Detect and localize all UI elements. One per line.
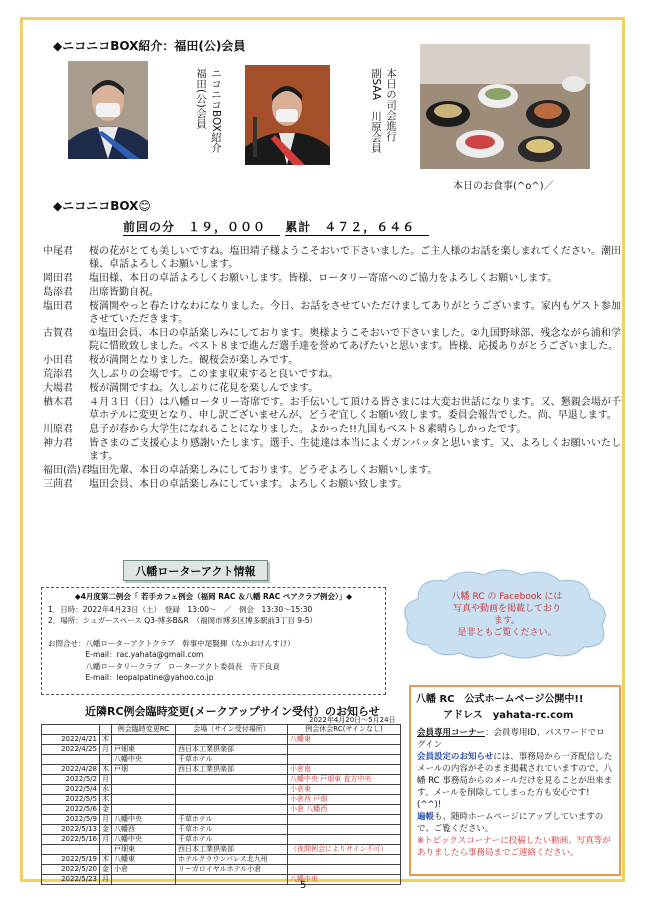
table-row xyxy=(42,735,401,745)
cell-date: 2022/5/5 xyxy=(42,795,100,805)
cell-venue: 西日本工業倶楽部 xyxy=(176,765,288,775)
cell-date xyxy=(42,845,100,855)
cell-dow: 月 xyxy=(100,835,112,845)
member-name: 大場君 xyxy=(43,383,73,394)
caption-kawahara xyxy=(368,68,398,153)
cell-date: 2022/5/20 xyxy=(42,865,100,875)
member-message: ４月３日（日）は八幡ロータリー寄席です。お手伝いして頂ける皆さまには大変お世話になります。又、懇親会場が千草ホテルに変更となり、申し訳ございませんが、どうぞ宜しくお願い致します。委員会報告でした。尚、早退します。 xyxy=(89,397,621,421)
cell-club: 八幡東 xyxy=(112,855,176,865)
cell-dow: 月 xyxy=(100,775,112,785)
member-message: 桜の花がとても美しいですね。塩田靖子様ようこそおいで下さいました。ご主人様のお話を楽しまれてください。潮田様、卓話よろしくお願いします。 xyxy=(89,246,621,270)
table-row xyxy=(42,755,401,765)
meetings-period: 2022年4月20日〜5月24日 xyxy=(309,716,396,724)
cell-date: 2022/5/16 xyxy=(42,835,100,845)
cell-date: 2022/5/9 xyxy=(42,815,100,825)
cell-club xyxy=(112,785,176,795)
cell-club xyxy=(112,735,176,745)
header-club: 例会臨時変更RC xyxy=(112,725,176,735)
cell-date xyxy=(42,755,100,765)
cell-venue xyxy=(176,805,288,815)
rotaract-banner: 八幡ローターアクト情報 xyxy=(123,560,268,581)
member-row xyxy=(43,382,621,395)
table-row xyxy=(42,825,401,835)
member-message: 久しぶりの会場です。このまま収束すると良いですね。 xyxy=(89,369,339,380)
cell-dow: 水 xyxy=(100,785,112,795)
cell-date: 2022/4/25 xyxy=(42,745,100,755)
cell-venue: 西日本工業倶楽部 xyxy=(176,845,288,855)
member-name: 中尾君 xyxy=(43,246,73,257)
rotaract-line: 2．場所：シュガースペース Q3-博多B&R （福岡市博多区博多駅前3丁目 9-5） xyxy=(48,616,317,625)
meetings-table xyxy=(41,724,401,885)
cell-other: （夜間例会によりサイン不可） xyxy=(288,845,401,855)
member-row xyxy=(43,437,621,463)
settings-text: には、事務局から一斉配信したメールの内容がそのまま掲載されていますので、八幡 RC 事務局からのメールだけを見ることが出来ます。メールを削除してしまった方も安心です!(^^)! xyxy=(417,752,613,810)
member-row xyxy=(43,368,621,381)
member-name: 三茴君 xyxy=(43,479,73,490)
member-messages xyxy=(43,245,621,492)
cell-dow: 木 xyxy=(100,765,112,775)
meetings-title: 近隣RC例会臨時変更(メークアップサイン受付）のお知らせ xyxy=(85,705,380,718)
cell-club: 八幡中央 xyxy=(112,755,176,765)
member-corner-text: ：会員専用ID、パスワードでログイン xyxy=(417,728,605,750)
totals-previous: 前回の分 １９，０００ xyxy=(123,218,280,236)
cell-venue: 千草ホテル xyxy=(176,755,288,765)
cell-other: 八幡東 xyxy=(288,735,401,745)
cell-club: 戸畑 xyxy=(112,765,176,775)
cell-club: 八幡中央 xyxy=(112,835,176,845)
member-message: 桜が満開ですね。久しぶりに花見を楽しんでます。 xyxy=(89,383,319,394)
cell-other: 八幡中央 戸畑東 直方中央 xyxy=(288,775,401,785)
rotaract-event-box xyxy=(41,587,386,695)
meetings-header-row xyxy=(42,725,401,735)
member-name: 神力君 xyxy=(43,438,73,449)
totals-cumulative: 累計 ４７２，６４６ xyxy=(285,218,429,236)
cell-venue: リーガロイヤルホテル小倉 xyxy=(176,865,288,875)
cell-dow: 月 xyxy=(100,745,112,755)
member-row xyxy=(43,396,621,422)
cell-other: 八幡中央 xyxy=(288,875,401,885)
cell-dow: 木 xyxy=(100,735,112,745)
rotaract-event-title: ◆4月度第二例会「 若手カフェ例会（福岡 RAC ＆八幡 RAC ペアクラブ例会）」◆ xyxy=(74,592,353,601)
table-row xyxy=(42,745,401,755)
member-name: 小田君 xyxy=(43,355,73,366)
facebook-line2: 写真や動画を掲載しており xyxy=(452,604,561,614)
cell-dow: 木 xyxy=(100,795,112,805)
caption-fukuda-line1: ニコニコBOX紹介 xyxy=(210,68,222,153)
cell-other: 小倉東 xyxy=(288,785,401,795)
cell-venue: 千草ホテル xyxy=(176,815,288,825)
homepage-body xyxy=(411,721,619,859)
page-number: 5 xyxy=(300,880,307,891)
cell-club: 八幡中央 xyxy=(112,815,176,825)
cell-date: 2022/5/23 xyxy=(42,875,100,885)
cell-dow: 月 xyxy=(100,815,112,825)
cell-dow: 金 xyxy=(100,825,112,835)
member-name: 楢木君 xyxy=(43,397,73,408)
table-row xyxy=(42,875,401,885)
cell-dow: 月 xyxy=(100,875,112,885)
member-name: 荒添君 xyxy=(43,369,73,380)
page-frame xyxy=(20,17,625,891)
member-message: 桜満開やっと春たけなわになりました。今日、お話をさせていただけましてありがとうございます。家内もゲスト参加させていただきます。 xyxy=(89,301,621,325)
table-row xyxy=(42,855,401,865)
cell-other xyxy=(288,855,401,865)
facebook-notice xyxy=(421,591,593,639)
cell-other: 小倉南 xyxy=(288,765,401,775)
cell-club: 戸畑東 xyxy=(112,845,176,855)
cell-club xyxy=(112,805,176,815)
facebook-line3: ます。 xyxy=(493,616,521,626)
member-name: 福田(浩)君 xyxy=(43,465,91,476)
member-row xyxy=(43,464,621,477)
header-date xyxy=(42,725,100,735)
settings-label: 会員設定のお知らせ xyxy=(417,752,494,762)
member-message: 桜が満開となりました。観桜会が楽しみです。 xyxy=(89,355,299,366)
table-row xyxy=(42,865,401,875)
header-dow xyxy=(100,725,112,735)
topics-notice: ※トピックスコーナーに投稿したい動画、写真等がありましたら事務局までご連絡ください。 xyxy=(417,836,611,858)
caption-fukuda xyxy=(193,68,223,153)
member-row xyxy=(43,300,621,326)
rotaract-line: 1．日時：2022年4月23日（土） 登録 13:00～ ／ 例会 13:30～15:30 xyxy=(48,604,313,614)
cell-other: 小倉西 戸畑 xyxy=(288,795,401,805)
cell-other xyxy=(288,815,401,825)
member-row xyxy=(43,272,621,285)
member-message: 塩田様、本日の卓話よろしくお願いします。皆様、ロータリー寄席へのご協力をよろしくお願いします。 xyxy=(89,273,558,284)
table-row xyxy=(42,815,401,825)
cell-date: 2022/5/4 xyxy=(42,785,100,795)
cell-date: 2022/5/13 xyxy=(42,825,100,835)
cell-venue: 西日本工業倶楽部 xyxy=(176,745,288,755)
table-row xyxy=(42,775,401,785)
member-corner-label: 会員専用コーナー xyxy=(417,728,486,738)
member-name: 古賀君 xyxy=(43,328,73,339)
cell-venue xyxy=(176,735,288,745)
cell-dow xyxy=(100,845,112,855)
caption-kawahara-line2: 副SAA 川原会員 xyxy=(370,68,382,153)
rotaract-line: 八幡ロータリークラブ ローターアクト委員長 寺下良貢 xyxy=(48,661,280,671)
cell-other xyxy=(288,755,401,765)
cell-date: 2022/4/28 xyxy=(42,765,100,775)
cell-other xyxy=(288,825,401,835)
cell-club xyxy=(112,775,176,785)
nikoniko-intro-heading: ◆ニコニコBOX紹介：福田(公)会員 xyxy=(53,39,246,53)
caption-kawahara-line1: 本日の司会進行 xyxy=(385,68,397,142)
cell-date: 2022/5/6 xyxy=(42,805,100,815)
table-row xyxy=(42,805,401,815)
photo-meal xyxy=(420,44,590,169)
cell-other: 小倉 八幡西 xyxy=(288,805,401,815)
update-label: 遍帳 xyxy=(417,812,435,822)
cell-venue xyxy=(176,775,288,785)
cell-venue: ホテルクラウンパレス北九州 xyxy=(176,855,288,865)
member-message: 塩田会員、本日の卓話楽しみにしています。よろしくお願い致します。 xyxy=(89,479,408,490)
homepage-address: アドレス yahata-rc.com xyxy=(443,710,574,721)
rotaract-line: お問合せ：八幡ローターアクトクラブ 幹事中尾賢揮（なかおけんすけ） xyxy=(48,638,295,648)
member-message: 出席皆勤自祝。 xyxy=(89,287,159,298)
cell-club: 小倉 xyxy=(112,865,176,875)
table-row xyxy=(42,845,401,855)
cell-venue: 千草ホテル xyxy=(176,835,288,845)
member-name: 川原君 xyxy=(43,424,73,435)
table-row xyxy=(42,785,401,795)
homepage-box xyxy=(409,685,621,876)
member-message: 塩田先輩、本日の卓話楽しみにしております。どうぞよろしくお願いします。 xyxy=(89,465,438,476)
member-row xyxy=(43,286,621,299)
table-row xyxy=(42,795,401,805)
cell-venue xyxy=(176,875,288,885)
cell-dow: 金 xyxy=(100,865,112,875)
cell-venue xyxy=(176,785,288,795)
cell-club: 八幡西 xyxy=(112,825,176,835)
cell-date: 2022/5/2 xyxy=(42,775,100,785)
member-message: 息子が春から大学生になれることになりました。よかった!!九国もベスト８素晴らしかったです。 xyxy=(89,424,527,435)
cell-date: 2022/4/21 xyxy=(42,735,100,745)
member-name: 塩田君 xyxy=(43,301,73,312)
update-text: も、随時ホームページにアップしていますので、ご覧ください。 xyxy=(417,812,604,834)
member-row xyxy=(43,354,621,367)
homepage-heading: 八幡 RC 公式ホームページ公開中!! xyxy=(416,694,584,705)
meal-caption: 本日のお食事(^o^)／ xyxy=(453,181,554,192)
cell-club xyxy=(112,795,176,805)
cell-dow: 木 xyxy=(100,855,112,865)
cell-club: 戸畑東 xyxy=(112,745,176,755)
facebook-line1: 八幡 RC の Facebook には xyxy=(451,592,563,602)
table-row xyxy=(42,765,401,775)
cell-venue: 千草ホテル xyxy=(176,825,288,835)
cell-club xyxy=(112,875,176,885)
member-row xyxy=(43,478,621,491)
rotaract-line xyxy=(48,627,379,638)
member-name: 島添君 xyxy=(43,287,73,298)
photo-kawahara xyxy=(245,65,330,165)
meetings-body xyxy=(42,735,401,885)
photo-fukuda xyxy=(68,61,148,159)
cell-dow xyxy=(100,755,112,765)
member-name: 岡田君 xyxy=(43,273,73,284)
member-row xyxy=(43,245,621,271)
cell-venue xyxy=(176,795,288,805)
table-row xyxy=(42,835,401,845)
member-row xyxy=(43,423,621,436)
rotaract-line: E-mail：rac.yahata@gmail.com xyxy=(48,650,204,659)
cell-other xyxy=(288,745,401,755)
rotaract-event-lines xyxy=(48,604,379,684)
cell-other xyxy=(288,865,401,875)
cell-dow: 金 xyxy=(100,805,112,815)
member-message: 皆さまのご支援心より感謝いたします。選手、生徒達は本当によくガンバッタと思います。又、よろしくお願いいたします。 xyxy=(89,438,621,462)
nikoniko-totals xyxy=(123,218,429,236)
facebook-line4: 是非ともご覧ください。 xyxy=(457,628,557,638)
cell-other xyxy=(288,835,401,845)
member-row xyxy=(43,327,621,353)
cell-date: 2022/5/19 xyxy=(42,855,100,865)
header-other: 例会休会RC(サインなし) xyxy=(288,725,401,735)
caption-fukuda-line2: 福田(公)会員 xyxy=(195,68,207,129)
rotaract-line: E-mail：leopalpatine@yahoo.co.jp xyxy=(48,673,214,682)
member-message: ①塩田会員、本日の卓話楽しみにしております。奥様ようこそおいで下さいました。②九国野球部、残念ながら浦和学院に惜敗致しました。ベスト８まで進んだ選手達を誉めてあげたいと思います。皆様、応援ありがとうございました。 xyxy=(89,328,621,352)
nikoniko-box-heading: ◆ニコニコBOX😊 xyxy=(53,199,151,213)
header-venue: 会場（サイン受付場所） xyxy=(176,725,288,735)
